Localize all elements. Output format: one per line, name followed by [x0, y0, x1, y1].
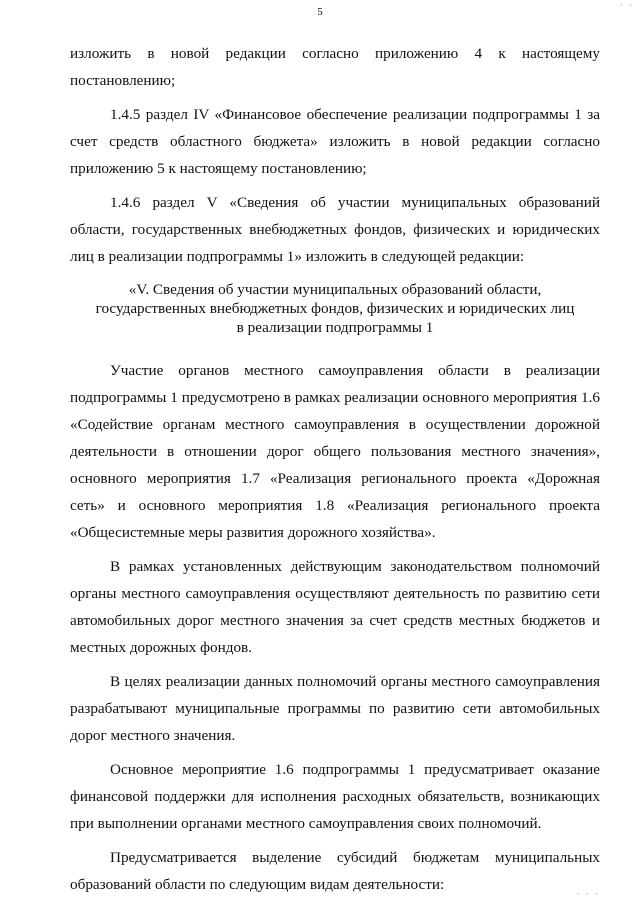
paragraph: изложить в новой редакции согласно приложению 4 к настоящему постановлению; — [70, 45, 600, 89]
section-heading-line: «V. Сведения об участии муниципальных образований области, — [128, 281, 542, 298]
paragraph: Основное мероприятие 1.6 подпрограммы 1 предусматривает оказание финансовой поддержки для исполнения расходных обязательств, возникающих при выполнении органами местного самоуправления своих полномочий. — [70, 761, 600, 832]
paragraph: Участие органов местного самоуправления области в реализации подпрограммы 1 предусмотрено в рамках реализации основного мероприятия 1.6 «Содействие органам местного самоуправления в осуществлении дорожной деятельности в отношении дорог общего пользования местного значения», основного мероприятия 1.7 «Реализация регионального проекта «Дорожная сеть» и основного мероприятия 1.8 «Реализация регионального проекта «Общесистемные меры развития дорожного хозяйства». — [70, 362, 600, 541]
section-heading — [70, 280, 600, 337]
scan-artifact-top: · · — [619, 0, 634, 10]
paragraph: В целях реализации данных полномочий органы местного самоуправления разрабатывают муниципальные программы по развитию сети автомобильных дорог местного значения. — [70, 673, 600, 744]
page-number: 5 — [317, 6, 323, 18]
paragraph: В рамках установленных действующим законодательством полномочий органы местного самоуправления осуществляют деятельность по развитию сети автомобильных дорог местного значения за счет средств местных бюджетов и местных дорожных фондов. — [70, 558, 600, 656]
document-body — [70, 40, 600, 905]
paragraph: 1.4.5 раздел IV «Финансовое обеспечение реализации подпрограммы 1 за счет средств областного бюджета» изложить в новой редакции согласно приложению 5 к настоящему постановлению; — [70, 106, 600, 177]
section-heading-line: государственных внебюджетных фондов, физических и юридических лиц — [95, 300, 575, 317]
paragraph: Предусматривается выделение субсидий бюджетам муниципальных образований области по следующим видам деятельности: — [70, 849, 600, 893]
scan-artifact-bottom: · · · — [576, 889, 600, 899]
section-heading-line: в реализации подпрограммы 1 — [236, 319, 434, 336]
paragraph: 1.4.6 раздел V «Сведения об участии муниципальных образований области, государственных внебюджетных фондов, физических и юридических лиц в реализации подпрограммы 1» изложить в следующей редакции: — [70, 194, 600, 265]
